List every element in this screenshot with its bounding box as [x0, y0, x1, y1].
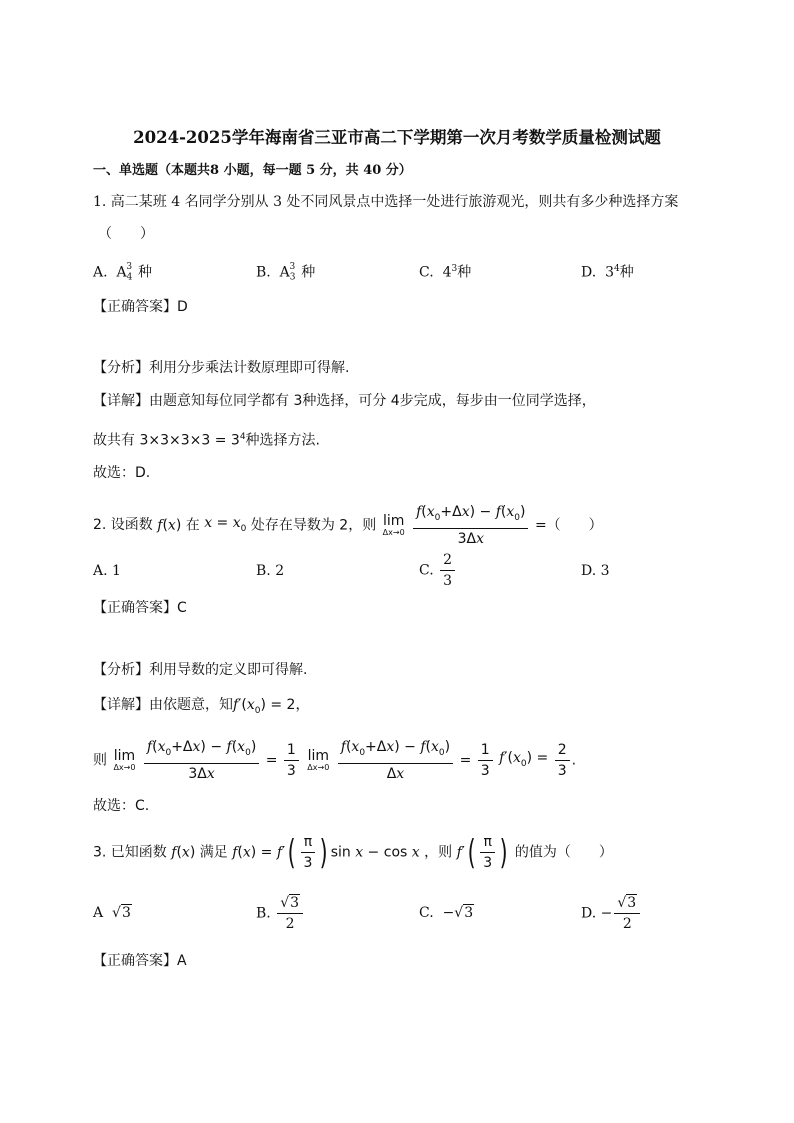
q2-answer: 【正确答案】C	[93, 600, 187, 616]
q1-paren: （ ）	[98, 226, 154, 242]
q1-detail: 【详解】由题意知每位同学都有 3种选择，可分 4步完成，每步由一位同学选择，	[93, 393, 596, 409]
q2-option-a[interactable]: A. 1	[93, 563, 121, 579]
fraction: $\frac{f(x_0+\Delta x) - f(x_0)}{3\Delta x}$	[413, 502, 528, 549]
q1-option-d[interactable]: D. $3^4$种	[581, 264, 634, 281]
q3-stem: 3. 已知函数 f(x) 满足 f(x) = f′( $\frac{\pi}{3}$ ) sin x − cos x ，则 f′( $\frac{\pi}{3}$ ) 的值为（ ）	[93, 832, 613, 873]
q1-calc: 故共有 $3\times 3\times 3\times 3 = 3^4$种选择方法.	[93, 432, 320, 449]
q2-option-d[interactable]: D. 3	[581, 563, 610, 579]
q1-option-b[interactable]: B. $A_3^3$ 种	[256, 262, 316, 283]
q3-option-c[interactable]: C. −√3	[419, 905, 474, 921]
q2-detail: 【详解】由依题意，知$f'(x_0) = 2$，	[93, 697, 310, 716]
q3-option-a[interactable]: A √3	[93, 905, 131, 921]
q2-stem: 2. 设函数 f(x) 在 $x = x_0$ 处存在导数为 2，则 lim Δx→0 $\frac{f(x_0+\Delta x) - f(x_0)}{3\Delta x}$ =（ ）	[93, 504, 603, 547]
q2-analysis: 【分析】利用导数的定义即可得解.	[93, 662, 308, 678]
q2-option-c[interactable]: C. $\frac{2}{3}$	[419, 550, 457, 591]
q2-choose: 故选：C.	[93, 798, 150, 814]
q2-option-b[interactable]: B. 2	[256, 563, 285, 579]
page-title: 2024-2025学年海南省三亚市高二下学期第一次月考数学质量检测试题	[133, 128, 661, 147]
q2-calc: 则 lim Δx→0 $\frac{f(x_0+\Delta x) - f(x_0)}{3\Delta x}$ = $\frac{1}{3}$ lim Δx→0 $\frac{f(x_0+\Delta x) - f(x_0)}{\Delta x}$ = $\frac{1}{3}$ $f'(x_0)$ = $\frac{2}{3}$ .	[93, 739, 577, 782]
q1-stem: 1. 高二某班 4 名同学分别从 3 处不同风景点中选择一处进行旅游观光，则共有多少种选择方案	[93, 194, 679, 210]
q3-answer: 【正确答案】A	[93, 953, 187, 969]
q3-option-d[interactable]: D. − $\frac{√3}{2}$	[581, 893, 642, 934]
q3-option-b[interactable]: B. $\frac{√3}{2}$	[256, 893, 305, 934]
q1-option-a[interactable]: A. $A_4^3$ 种	[93, 262, 153, 283]
q1-choose: 故选：D.	[93, 465, 151, 481]
q1-answer: 【正确答案】D	[93, 299, 188, 315]
q1-analysis: 【分析】利用分步乘法计数原理即可得解.	[93, 360, 350, 376]
q1-option-c[interactable]: C. $4^3$种	[419, 264, 472, 281]
limit-symbol: lim Δx→0	[382, 512, 405, 537]
section-heading: 一、单选题（本题共8 小题，每一题 5 分，共 40 分）	[93, 163, 412, 178]
